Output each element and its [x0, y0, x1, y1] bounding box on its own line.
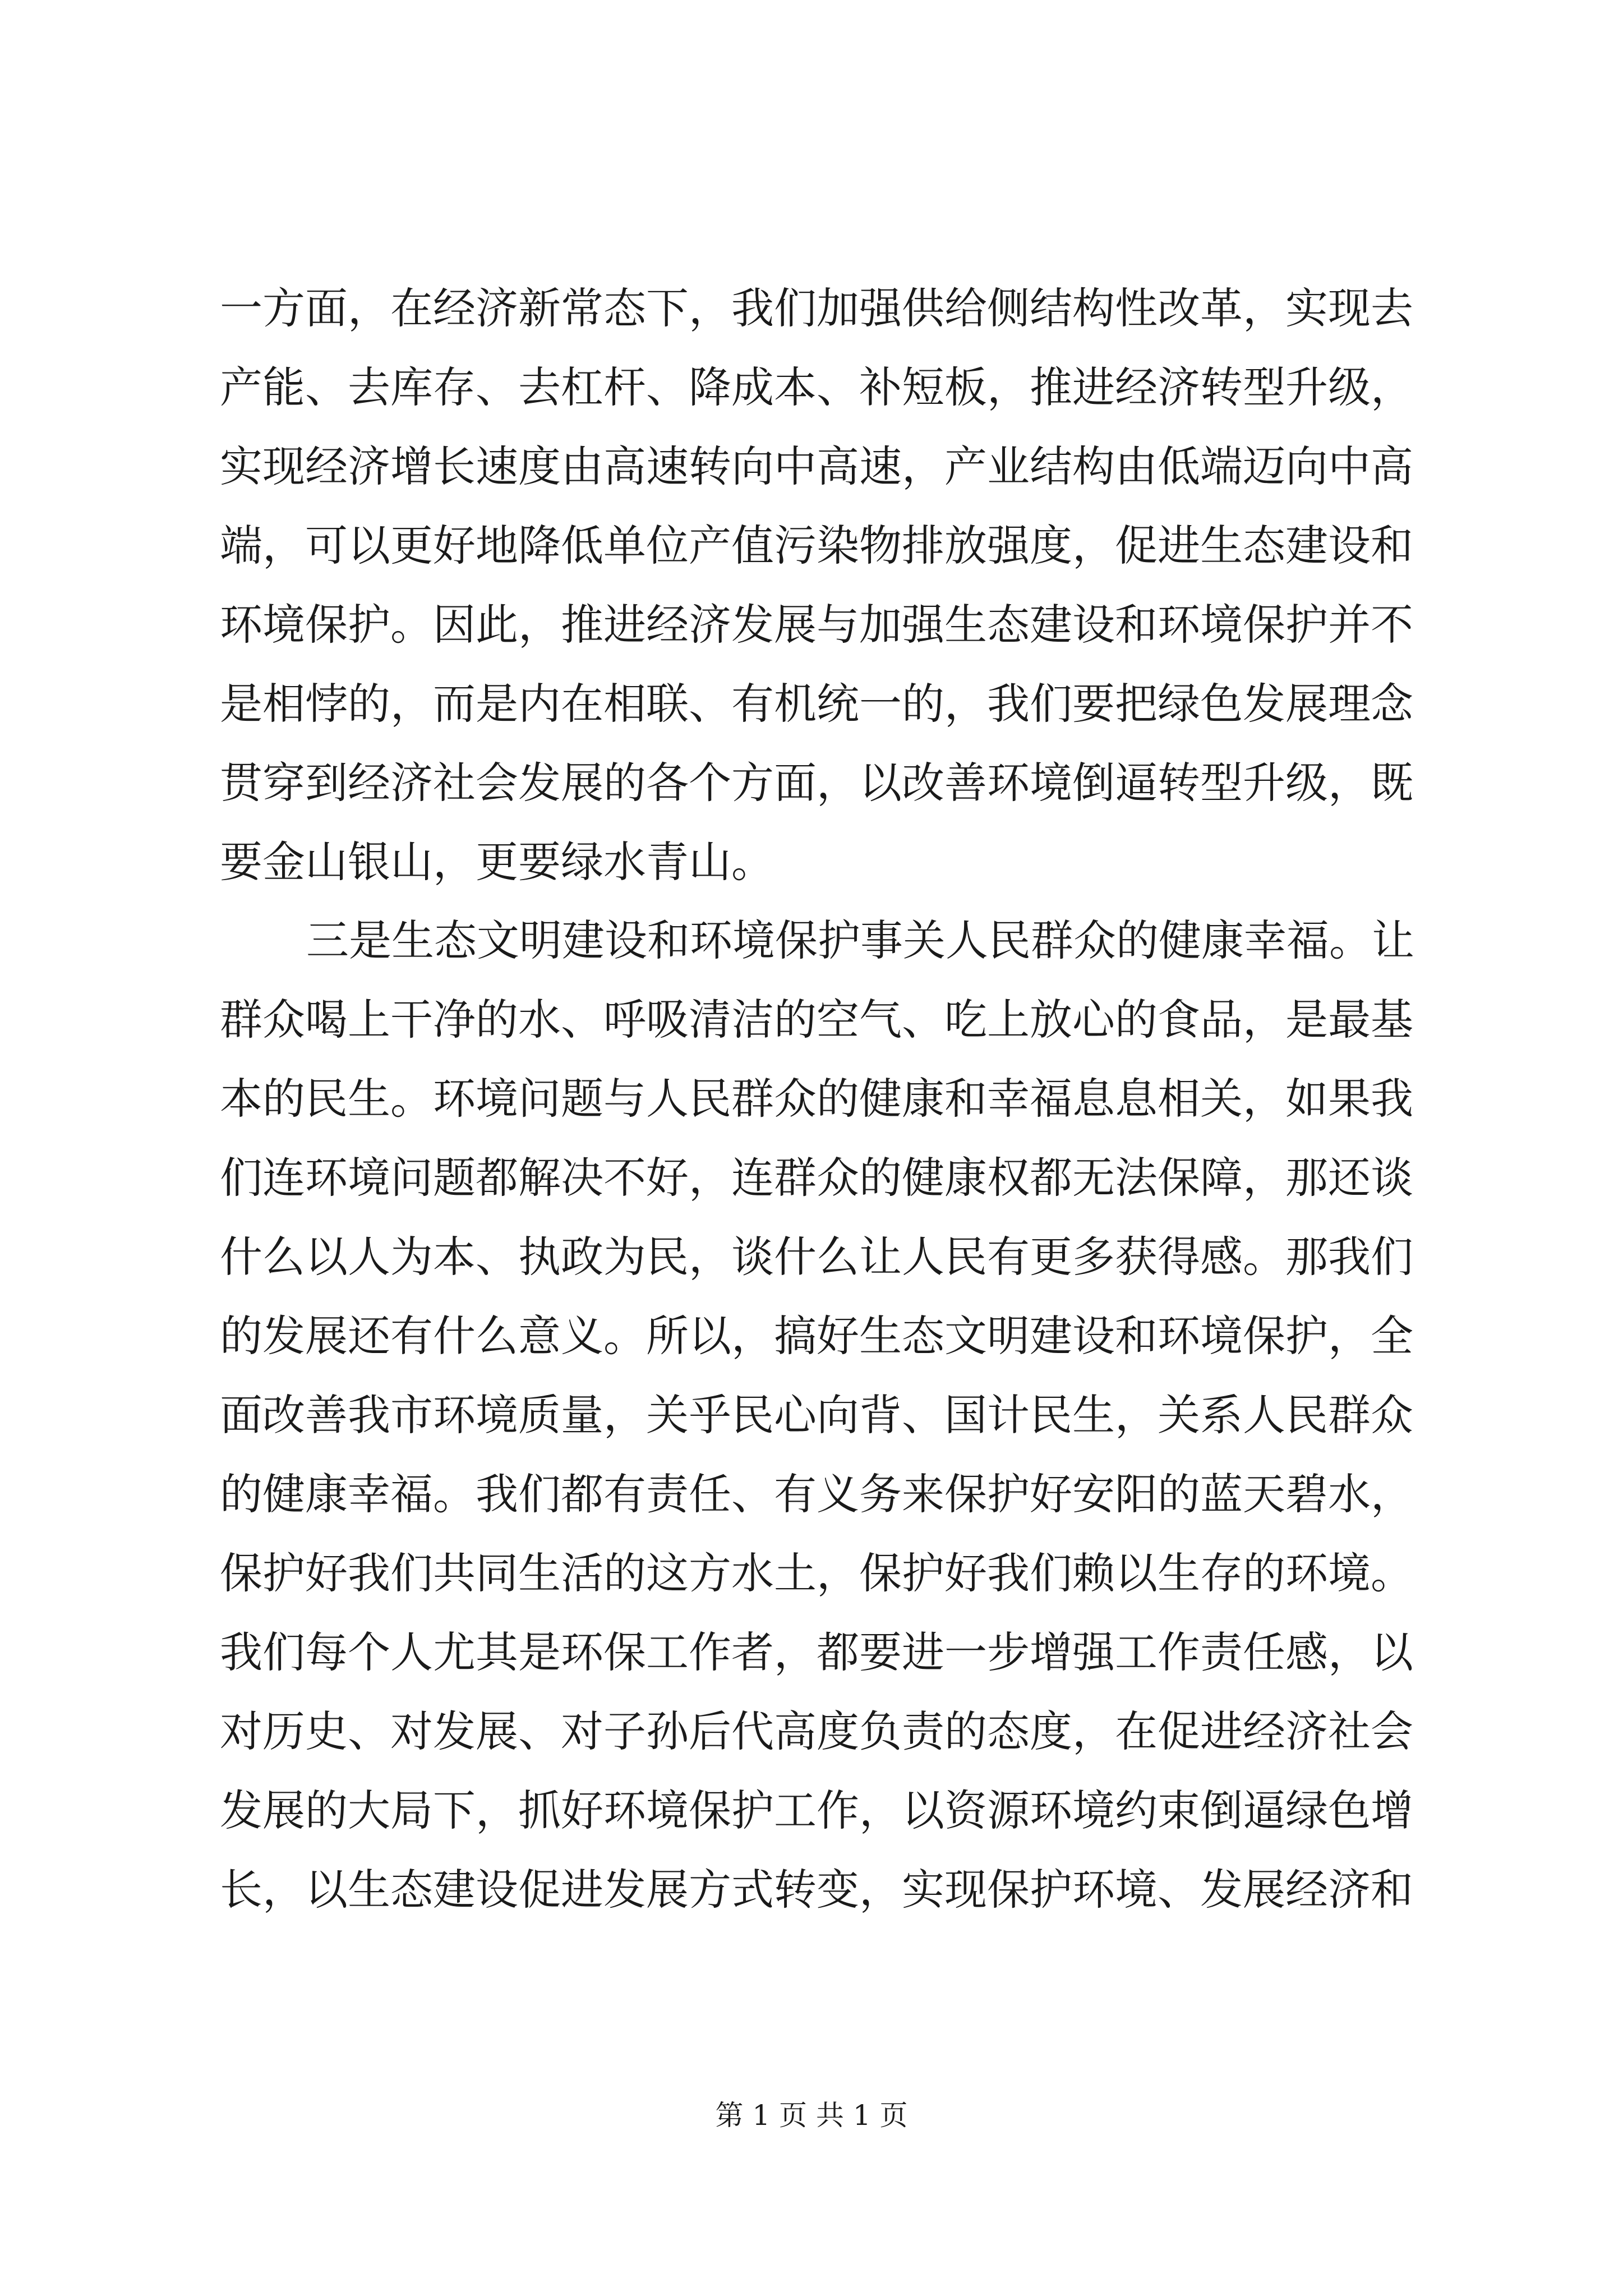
text-line-9: 三是生态文明建设和环境保护事关人民群众的健康幸福。让 [306, 915, 1414, 965]
text-line-7: 贯穿到经济社会发展的各个方面，以改善环境倒逼转型升级，既 [220, 758, 1413, 808]
text-line-10: 群众喝上干净的水、呼吸清洁的空气、吃上放心的食品，是最基 [220, 995, 1413, 1045]
text-line-19: 对历史、对发展、对子孙后代高度负责的态度，在促进经济社会 [220, 1706, 1413, 1756]
text-line-8: 要金山银山，更要绿水青山。 [220, 837, 774, 887]
page-number-footer: 第 1 页 共 1 页 [715, 2099, 908, 2132]
text-line-13: 什么以人为本、执政为民，谈什么让人民有更多获得感。那我们 [220, 1232, 1413, 1282]
text-line-20: 发展的大局下，抓好环境保护工作，以资源环境约束倒逼绿色增 [220, 1786, 1413, 1835]
text-line-18: 我们每个人尤其是环保工作者，都要进一步增强工作责任感，以 [220, 1627, 1413, 1677]
text-line-21: 长，以生态建设促进发展方式转变，实现保护环境、发展经济和 [220, 1865, 1413, 1915]
text-line-6: 是相悖的，而是内在相联、有机统一的，我们要把绿色发展理念 [220, 679, 1413, 729]
text-line-5: 环境保护。因此，推进经济发展与加强生态建设和环境保护并不 [220, 600, 1413, 650]
text-line-3: 实现经济增长速度由高速转向中高速，产业结构由低端迈向中高 [220, 441, 1413, 491]
text-line-15: 面改善我市环境质量，关乎民心向背、国计民生，关系人民群众 [220, 1390, 1413, 1440]
text-line-16: 的健康幸福。我们都有责任、有义务来保护好安阳的蓝天碧水， [220, 1469, 1413, 1519]
text-line-11: 本的民生。环境问题与人民群众的健康和幸福息息相关，如果我 [220, 1074, 1413, 1124]
text-line-4: 端，可以更好地降低单位产值污染物排放强度，促进生态建设和 [220, 521, 1413, 570]
text-line-14: 的发展还有什么意义。所以，搞好生态文明建设和环境保护，全 [220, 1311, 1413, 1361]
text-line-17: 保护好我们共同生活的这方水土，保护好我们赖以生存的环境。 [220, 1548, 1413, 1598]
text-line-2: 产能、去库存、去杠杆、降成本、补短板，推进经济转型升级， [220, 362, 1413, 412]
text-line-12: 们连环境问题都解决不好，连群众的健康权都无法保障，那还谈 [220, 1153, 1413, 1203]
text-line-1: 一方面，在经济新常态下，我们加强供给侧结构性改革，实现去 [220, 283, 1413, 333]
